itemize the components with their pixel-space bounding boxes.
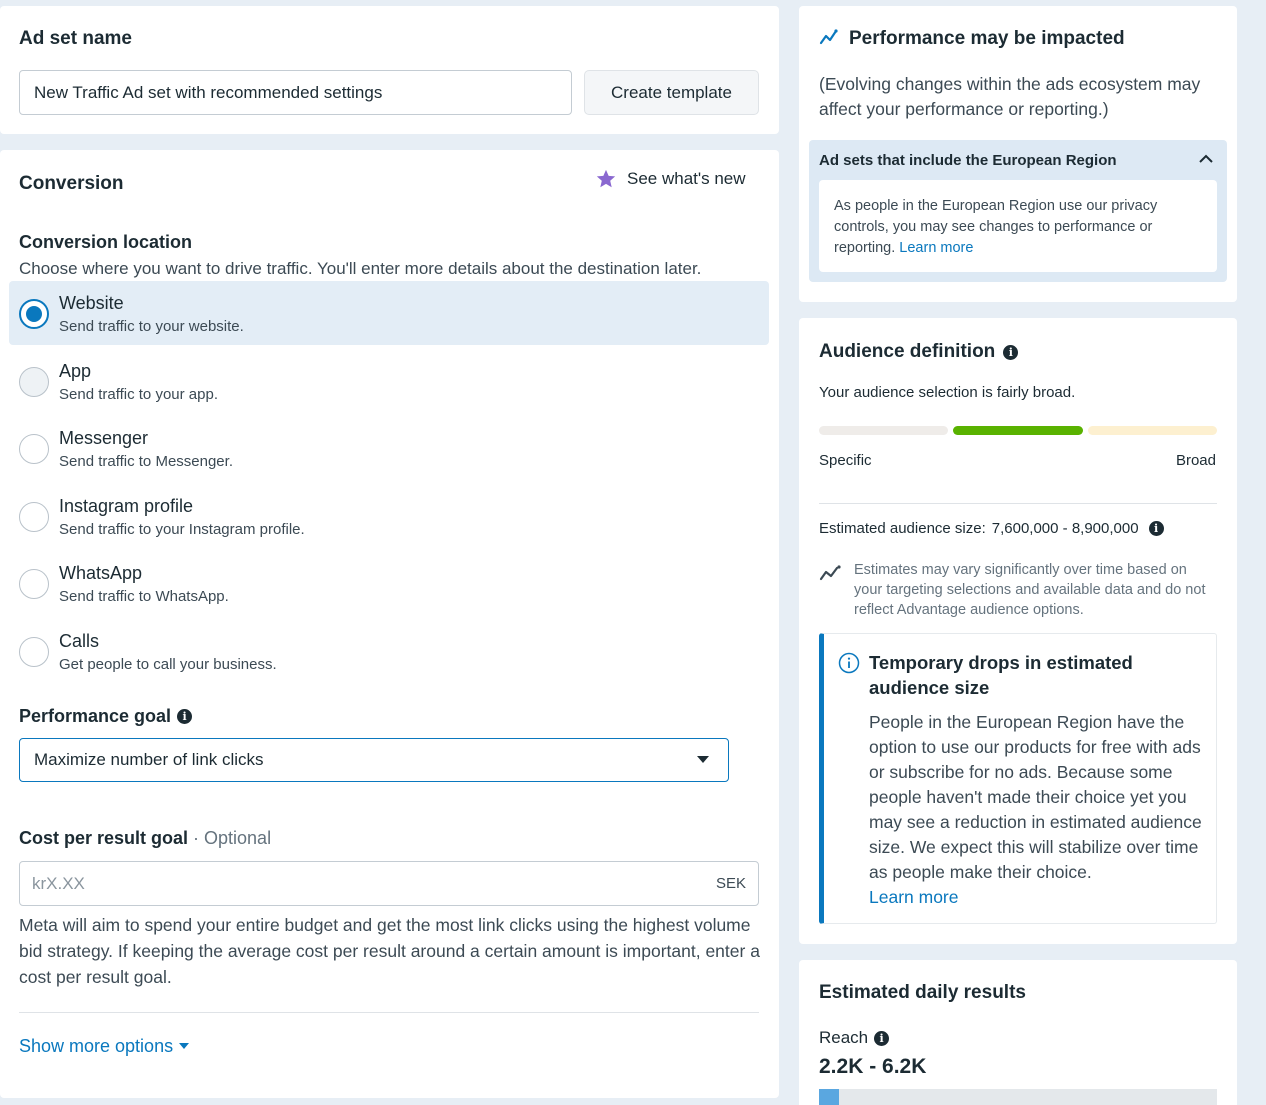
adset-name-card [0,6,779,134]
accordion-title[interactable]: Ad sets that include the European Region [819,152,1117,169]
audience-definition-title: Audience definition [819,341,996,362]
option-sub: Send traffic to WhatsApp. [59,588,229,605]
conversion-location-label: Conversion location [19,232,193,252]
performance-impact-desc: (Evolving changes within the ads ecosystem may affect your performance or reporting.) [819,74,1201,119]
audience-notice [819,633,1217,924]
show-more-label: Show more options [19,1036,174,1056]
option-label: Messenger [59,428,149,448]
reach-value: 2.2K - 6.2K [819,1055,927,1078]
cost-goal-input[interactable] [19,861,759,906]
option-instagram-profile[interactable] [9,484,769,548]
reach-bar-fill [819,1089,839,1105]
estimated-daily-results-card [799,960,1237,1105]
option-website[interactable] [9,281,769,345]
chevron-up-icon[interactable] [1199,154,1213,164]
divider [819,503,1217,504]
trend-icon [819,27,839,47]
broad-label: Broad [1175,452,1216,469]
option-label: WhatsApp [59,563,143,583]
accordion-body [819,180,1217,272]
cost-goal-desc: Meta will aim to spend your entire budget and get the most link clicks using the highest volume bid strategy. If keeping the average cost per result around a certain amount is important, enter a cost per result goal. [19,915,760,987]
reach-bar [819,1089,1217,1105]
notice-title: Temporary drops in estimated audience size [869,652,1133,698]
cost-goal-optional: · Optional [188,828,272,848]
conversion-location-desc: Choose where you want to drive traffic. You'll enter more details about the destination later. [19,259,702,278]
see-whats-new-link[interactable] [595,168,746,190]
meter-active-segment [953,426,1083,435]
info-icon[interactable]: i [1003,345,1018,360]
audience-definition-card [799,318,1237,944]
info-circle-icon [838,652,860,674]
caret-down-icon [179,1043,189,1050]
option-label: App [59,361,92,381]
performance-goal-select[interactable] [19,738,729,782]
audience-summary: Your audience selection is fairly broad. [819,384,1076,401]
accordion-body-text: As people in the European Region use our privacy controls, you may see changes to performance or reporting. [834,198,1158,256]
meter-broad-segment [1088,426,1217,435]
radio-whatsapp[interactable] [19,569,49,599]
show-more-options-link[interactable] [19,1036,189,1057]
info-icon[interactable]: i [177,709,192,724]
meter-specific-segment [819,426,948,435]
performance-impact-title: Performance may be impacted [849,28,1125,49]
european-region-accordion [809,140,1227,282]
audience-definition-heading [819,341,1018,363]
option-label: Instagram profile [59,496,194,516]
reach-heading [819,1028,889,1048]
learn-more-link[interactable]: Learn more [899,240,974,256]
performance-impact-card [799,6,1237,302]
radio-calls[interactable] [19,637,49,667]
option-app[interactable] [9,349,769,413]
option-sub: Get people to call your business. [59,656,277,673]
radio-messenger[interactable] [19,434,49,464]
cost-goal-heading [19,828,271,849]
option-label: Calls [59,631,100,651]
performance-goal-value: Maximize number of link clicks [34,750,264,769]
learn-more-link[interactable]: Learn more [869,887,959,907]
reach-label: Reach [819,1028,869,1047]
option-sub: Send traffic to your Instagram profile. [59,521,305,538]
info-icon[interactable]: i [1149,521,1164,536]
radio-app[interactable] [19,367,49,397]
conversion-card [0,150,779,1098]
cost-goal-placeholder: krX.XX [32,873,85,893]
radio-instagram-profile[interactable] [19,502,49,532]
trend-icon [819,563,843,583]
create-template-button[interactable]: Create template [584,70,759,115]
performance-goal-label: Performance goal [19,706,172,726]
estimated-audience-size [819,520,1164,537]
divider [19,1012,759,1013]
star-icon [595,168,617,190]
info-icon[interactable]: i [874,1031,889,1046]
option-messenger[interactable] [9,416,769,480]
notice-body: People in the European Region have the option to use our products for free with ads or subscribe for no ads. Because some people haven't made their choice yet you may see a reduction in estimated audience size. We expect this will stabilize over time as people make their choice. [869,712,1202,882]
option-sub: Send traffic to Messenger. [59,453,233,470]
caret-down-icon [696,755,710,765]
specific-label: Specific [819,452,872,469]
option-whatsapp[interactable] [9,551,769,615]
size-label: Estimated audience size: [819,520,986,537]
see-whats-new-label: See what's new [627,169,746,188]
page-scroll-gutter [1248,0,1266,1105]
estimate-note: Estimates may vary significantly over time based on your targeting selections and available data and do not reflect Advantage audience options. [854,562,1206,618]
daily-results-title: Estimated daily results [819,982,1026,1003]
cost-goal-label: Cost per result goal [19,828,189,848]
option-sub: Send traffic to your app. [59,386,218,403]
radio-website[interactable] [19,299,49,329]
adset-name-title: Ad set name [19,28,132,49]
option-sub: Send traffic to your website. [59,318,244,335]
notice-body-wrap [869,710,1209,910]
adset-name-input[interactable]: New Traffic Ad set with recommended settings [19,70,572,115]
option-label: Website [59,293,124,313]
size-value: 7,600,000 - 8,900,000 [991,520,1139,537]
currency-label: SEK [715,875,746,892]
performance-goal-heading [19,706,192,727]
conversion-title: Conversion [19,173,124,194]
option-calls[interactable] [9,619,769,683]
